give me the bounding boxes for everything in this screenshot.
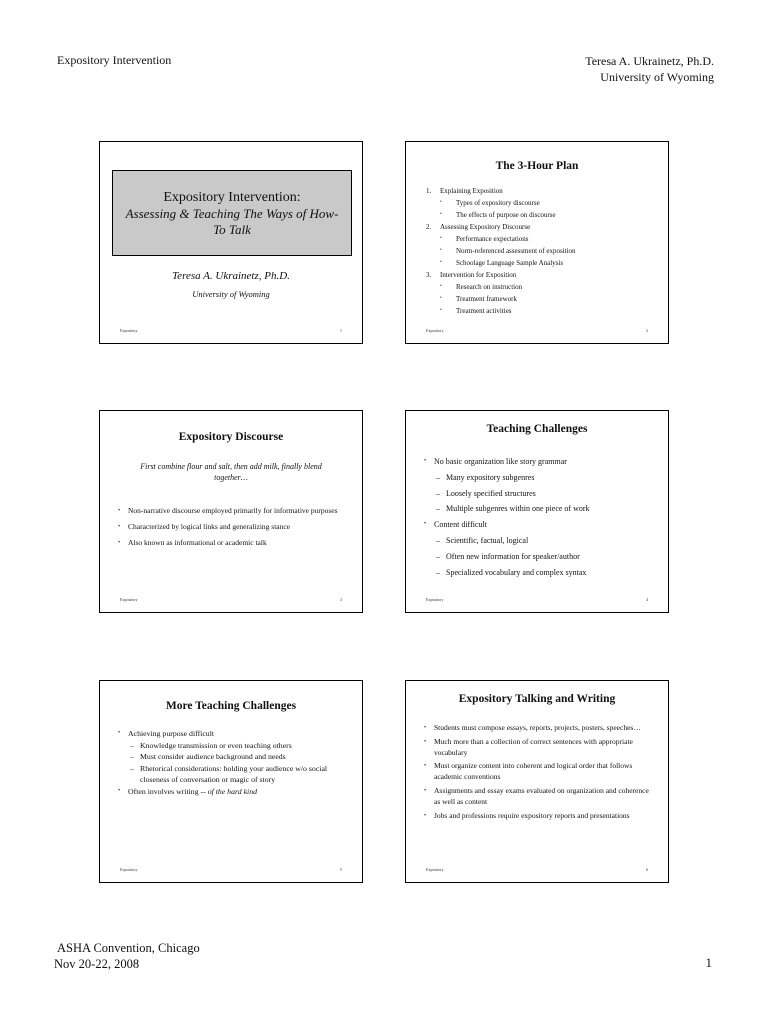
bullet-item: • Non-narrative discourse employed primarily for informative purposes xyxy=(118,506,338,515)
bullet-item: • Also known as informational or academic talk xyxy=(118,538,267,547)
slide-2 xyxy=(405,141,669,344)
slide-footer xyxy=(120,867,342,872)
slide-3 xyxy=(99,410,363,613)
footer-event: ASHA Convention, Chicago xyxy=(57,941,200,955)
slide-6 xyxy=(405,680,669,883)
slide-footer-label: Expository xyxy=(120,597,138,602)
bullet-item: • Achieving purpose difficult xyxy=(118,729,215,738)
title-box xyxy=(112,170,352,256)
sub-list-item: • Treatment activities xyxy=(440,307,512,315)
sub-bullet-item: – Knowledge transmission or even teaching others xyxy=(130,740,292,750)
sub-bullet-item: – Loosely specified structures xyxy=(436,488,536,498)
bullet-item: • Often involves writing -- of the hard kind xyxy=(118,786,257,796)
sub-bullet-item: – Must consider audience background and needs xyxy=(130,752,286,761)
slide-footer-label: Expository xyxy=(426,867,444,872)
bullet-item: • Students must compose essays, reports, projects, posters, speeches… xyxy=(424,723,641,732)
slide-number: 2 xyxy=(646,328,648,333)
sub-list-item: • Types of expository discourse xyxy=(440,199,540,207)
slide-number: 6 xyxy=(646,867,648,872)
slide-number: 5 xyxy=(340,867,342,872)
sub-bullet-item: – Specialized vocabulary and complex syntax xyxy=(436,567,587,577)
sub-list-item: • Performance expectations xyxy=(440,235,529,243)
sub-list-item: • Treatment framework xyxy=(440,295,517,303)
page-number: 1 xyxy=(705,955,712,970)
slide-affiliation: University of Wyoming xyxy=(192,289,270,299)
page-footer xyxy=(54,940,200,972)
bullet-item: • Content difficult xyxy=(424,520,487,530)
slide-number: 3 xyxy=(340,597,342,602)
bullet-item: • Jobs and professions require expository reports and presentations xyxy=(424,810,630,820)
slide-quote: First combine flour and salt, then add milk, finally blend together… xyxy=(140,462,322,482)
sub-bullet-item: – Often new information for speaker/author xyxy=(436,551,580,561)
slide-footer-label: Expository xyxy=(426,328,444,333)
slide-number: 4 xyxy=(646,597,648,602)
slide-footer xyxy=(426,328,648,333)
header-author: Teresa A. Ukrainetz, Ph.D. xyxy=(585,54,714,68)
slide-title: Expository Intervention: xyxy=(163,189,301,205)
slide-content xyxy=(424,454,656,580)
slide-title: Expository Talking and Writing xyxy=(458,693,616,705)
slide-footer-label: Expository xyxy=(120,867,138,872)
list-item: 3. Intervention for Exposition xyxy=(426,271,517,279)
sub-bullet-item: – Multiple subgenres within one piece of work xyxy=(436,504,590,514)
sub-list-item: • Research on instruction xyxy=(440,283,523,291)
slide-footer xyxy=(426,867,648,872)
slide-title: The 3-Hour Plan xyxy=(495,160,579,172)
slide-footer-label: Expository xyxy=(426,597,444,602)
sub-bullet-item: – Rhetorical considerations: holding your audience w/o social closeness of conversation or magic of story xyxy=(130,763,328,784)
slide-title: Teaching Challenges xyxy=(486,423,588,435)
bullet-item: • Assignments and essay exams evaluated on organization and coherence as well as content xyxy=(424,785,649,806)
sub-bullet-item: – Many expository subgenres xyxy=(436,472,535,482)
slide-content xyxy=(424,723,656,824)
slide-title: More Teaching Challenges xyxy=(165,700,297,712)
sub-list-item: • Schoolage Language Sample Analysis xyxy=(440,259,564,267)
bullet-item: • Must organize content into coherent and logical order that follows academic conventions xyxy=(424,761,633,782)
slide-5 xyxy=(99,680,363,883)
item-number: 2. xyxy=(426,223,432,231)
slide-footer xyxy=(120,328,342,333)
slide-content xyxy=(426,185,656,317)
item-number: 3. xyxy=(426,271,432,279)
sub-list-item: • The effects of purpose on discourse xyxy=(440,211,556,219)
item-number: 1. xyxy=(426,187,432,195)
page-header-left: Expository Intervention xyxy=(57,53,172,67)
slide-content xyxy=(118,728,350,797)
slide-subtitle: Assessing & Teaching The Ways of How-To Talk xyxy=(125,205,339,237)
header-affiliation: University of Wyoming xyxy=(600,70,714,84)
list-item: 2. Assessing Expository Discourse xyxy=(426,223,531,231)
slide-number: 1 xyxy=(340,328,342,333)
slide-footer xyxy=(426,597,648,602)
slide-author: Teresa A. Ukrainetz, Ph.D. xyxy=(172,270,290,282)
bullet-item: • Much more than a collection of correct sentences with appropriate vocabulary xyxy=(424,736,633,757)
sub-bullet-item: – Scientific, factual, logical xyxy=(436,535,529,545)
list-item: 1. Explaining Exposition xyxy=(426,187,503,195)
bullet-item: • Characterized by logical links and generalizing stance xyxy=(118,522,291,531)
footer-date: Nov 20-22, 2008 xyxy=(54,957,140,971)
sub-list-item: • Norm-referenced assessment of exposition xyxy=(440,247,576,255)
slide-1 xyxy=(99,141,363,344)
slide-content xyxy=(118,506,350,554)
slide-footer xyxy=(120,597,342,602)
page-header-right xyxy=(585,53,714,85)
bullet-item: • No basic organization like story grammar xyxy=(424,457,567,466)
slide-title: Expository Discourse xyxy=(178,431,284,443)
slide-4 xyxy=(405,410,669,613)
slide-footer-label: Expository xyxy=(120,328,138,333)
